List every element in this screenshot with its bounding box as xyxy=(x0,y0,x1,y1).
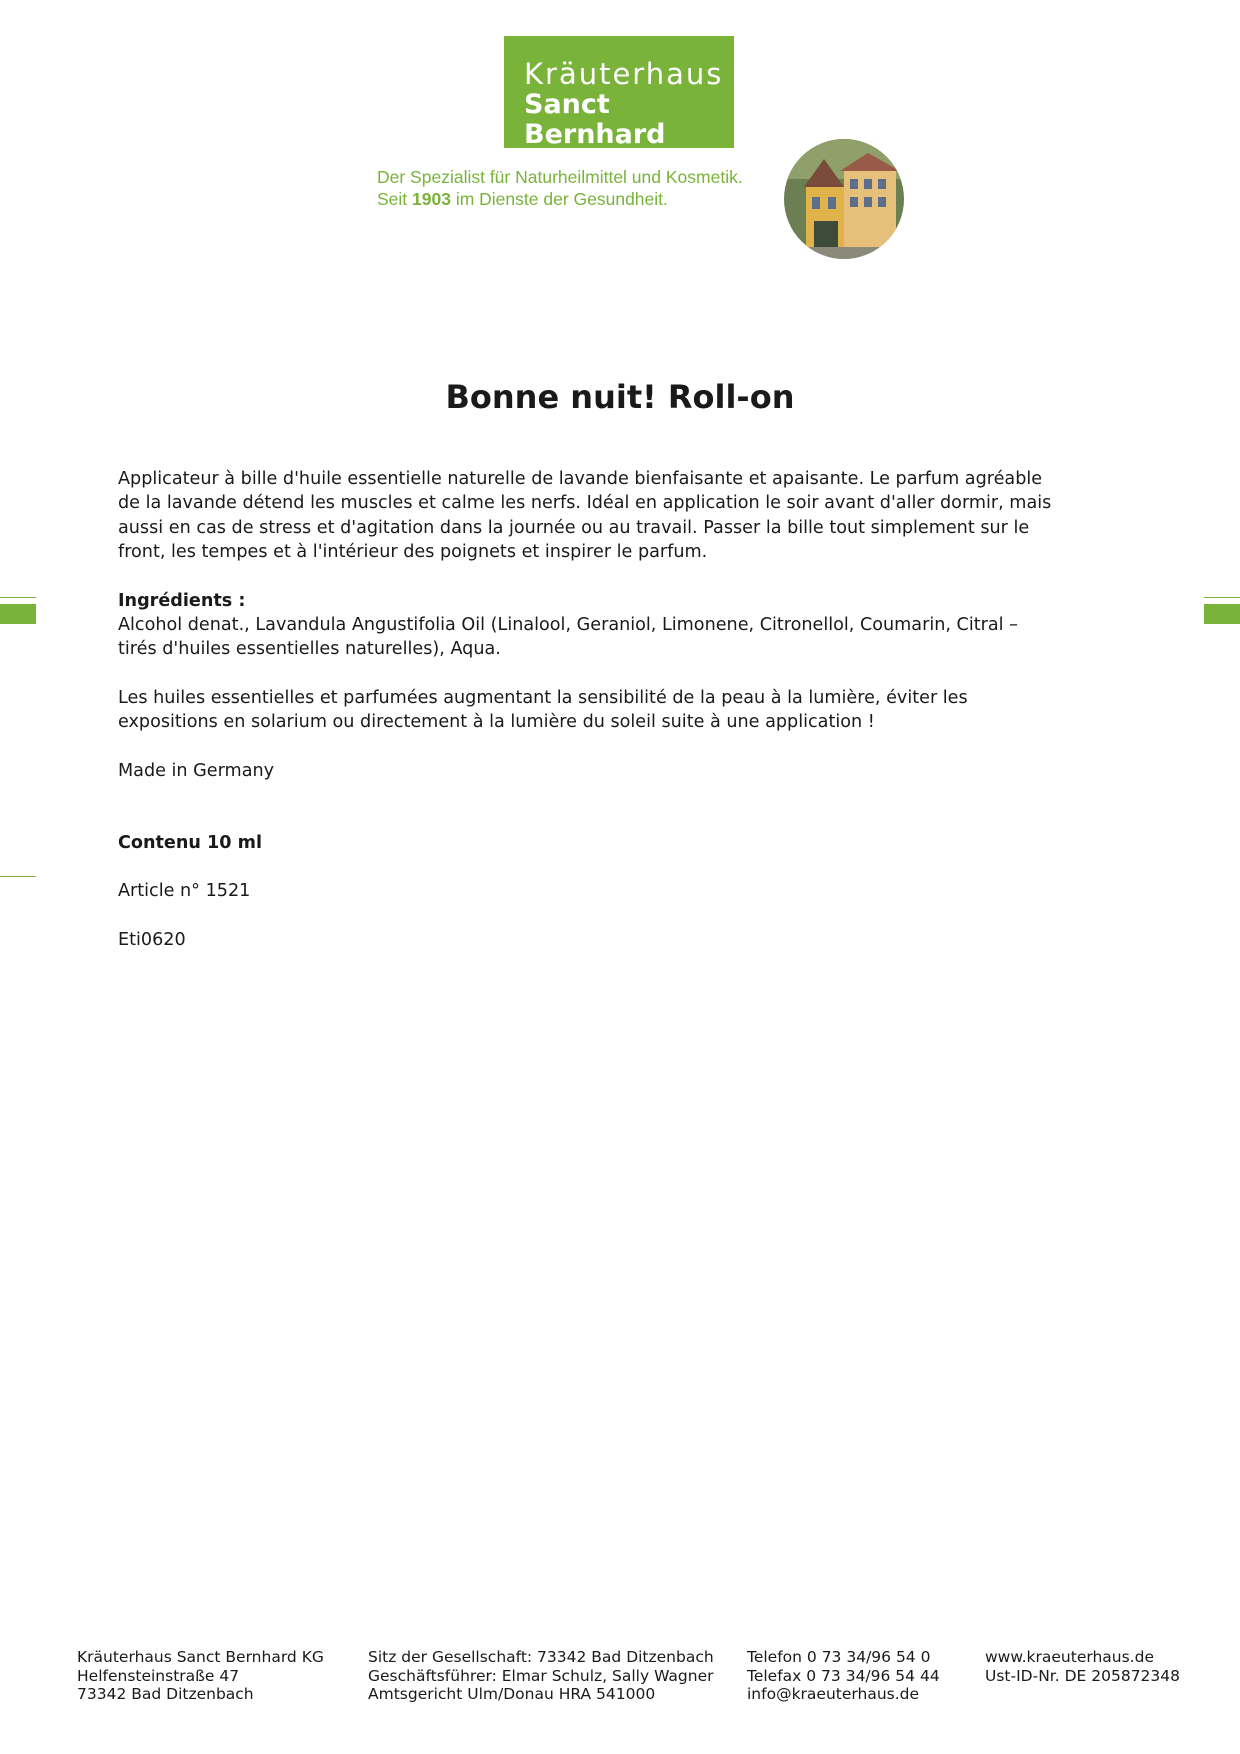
footer-email[interactable]: info@kraeuterhaus.de xyxy=(747,1685,920,1703)
brand-tagline xyxy=(377,166,777,210)
article-number: Article n° 1521 xyxy=(118,881,251,902)
footer-contact xyxy=(747,1648,940,1704)
footer-managers: Geschäftsführer: Elmar Schulz, Sally Wagner xyxy=(368,1666,714,1685)
right-fold-line-top xyxy=(1204,597,1240,598)
footer-city: 73342 Bad Ditzenbach xyxy=(77,1685,254,1703)
tagline-line-1: Der Spezialist für Naturheilmittel und Kosmetik. xyxy=(377,167,743,187)
footer-phone: Telefon 0 73 34/96 54 0 xyxy=(747,1648,931,1666)
footer-seat: Sitz der Gesellschaft: 73342 Bad Ditzenbach xyxy=(368,1648,714,1666)
tagline-prefix: Seit xyxy=(377,189,413,209)
warning-text: Les huiles essentielles et parfumées augmentant la sensibilité de la peau à la lumière, éviter les expositions en solarium ou directement à la lumière du soleil suite à une application ! xyxy=(118,687,968,733)
footer-vat-id: Ust-ID-Nr. DE 205872348 xyxy=(985,1666,1180,1685)
tagline-year: 1903 xyxy=(412,189,451,209)
origin-text: Made in Germany xyxy=(118,760,275,781)
product-description-block xyxy=(118,467,1058,952)
footer-court: Amtsgericht Ulm/Donau HRA 541000 xyxy=(368,1685,656,1703)
ingredients-heading: Ingrédients : xyxy=(118,590,246,611)
product-description: Applicateur à bille d'huile essentielle naturelle de lavande bienfaisante et apaisante. Le parfum agréable de la lavande détend les muscles et calme les nerfs. Idéal en application le soir avant d'aller dormir, mais aussi en cas de stress et d'agitation dans la journée ou au travail. Passer la bille tout simplement sur le front, les tempes et à l'intérieur des poignets et inspirer le parfum. xyxy=(118,469,1052,563)
product-title: Bonne nuit! Roll-on xyxy=(445,378,795,416)
footer-company-name: Kräuterhaus Sanct Bernhard KG xyxy=(77,1648,324,1666)
footer-web xyxy=(985,1648,1180,1685)
logo-line-1: Kräuterhaus xyxy=(524,57,724,91)
ingredients-list: Alcohol denat., Lavandula Angustifolia Oil (Linalool, Geraniol, Limonene, Citronellol, Coumarin, Citral – tirés d'huiles essentielles naturelles), Aqua. xyxy=(118,615,1018,660)
tagline-line-2 xyxy=(377,188,777,210)
building-illustration xyxy=(784,139,904,259)
content-volume: Contenu 10 ml xyxy=(118,833,263,854)
footer-street: Helfensteinstraße 47 xyxy=(77,1666,240,1685)
footer-website[interactable]: www.kraeuterhaus.de xyxy=(985,1648,1154,1666)
tagline-suffix: im Dienste der Gesundheit. xyxy=(450,189,668,209)
left-fold-mark xyxy=(0,604,36,624)
label-code: Eti0620 xyxy=(118,929,186,950)
footer-fax: Telefax 0 73 34/96 54 44 xyxy=(747,1666,940,1685)
left-fold-line-top xyxy=(0,597,36,598)
building-photo xyxy=(784,139,904,259)
left-fold-line-bottom xyxy=(0,876,36,877)
footer-legal xyxy=(368,1648,714,1704)
brand-logo xyxy=(504,36,734,148)
logo-line-2: Sanct Bernhard xyxy=(524,89,666,150)
right-fold-mark xyxy=(1204,604,1240,624)
footer-address xyxy=(77,1648,324,1704)
